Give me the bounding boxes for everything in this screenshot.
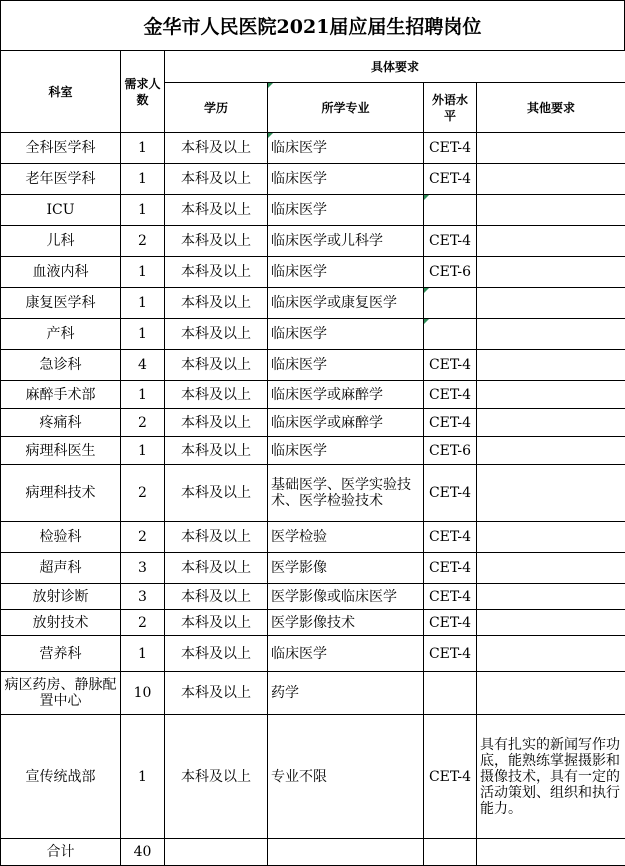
- major-cell: 医学影像技术: [268, 610, 424, 636]
- table-row: [1, 409, 625, 437]
- lang-cell: CET-4: [424, 553, 477, 584]
- total-label: 合计: [1, 839, 121, 866]
- other-cell: [477, 350, 625, 381]
- lang-cell: CET-4: [424, 133, 477, 164]
- edu-cell: 本科及以上: [165, 409, 268, 437]
- count-cell: 10: [121, 672, 165, 715]
- dept-cell: 检验科: [1, 522, 121, 553]
- other-cell: [477, 522, 625, 553]
- edu-cell: 本科及以上: [165, 195, 268, 226]
- table-row: [1, 672, 625, 715]
- major-cell: 医学检验: [268, 522, 424, 553]
- header-edu: 学历: [165, 83, 268, 133]
- dept-cell: 康复医学科: [1, 288, 121, 319]
- lang-cell: [424, 319, 477, 350]
- edu-cell: 本科及以上: [165, 715, 268, 839]
- edu-cell: 本科及以上: [165, 226, 268, 257]
- major-cell: 临床医学: [268, 636, 424, 672]
- table-row: [1, 350, 625, 381]
- dept-cell: 产科: [1, 319, 121, 350]
- edu-cell: 本科及以上: [165, 610, 268, 636]
- other-cell: 具有扎实的新闻写作功底，能熟练掌握摄影和摄像技术，具有一定的活动策划、组织和执行能力。: [477, 715, 625, 839]
- count-cell: 1: [121, 636, 165, 672]
- count-cell: 1: [121, 381, 165, 409]
- dept-cell: 放射诊断: [1, 584, 121, 610]
- total-empty: [424, 839, 477, 866]
- table-row: [1, 195, 625, 226]
- edu-cell: 本科及以上: [165, 288, 268, 319]
- table-row: [1, 610, 625, 636]
- count-cell: 1: [121, 195, 165, 226]
- total-empty: [268, 839, 424, 866]
- lang-cell: CET-4: [424, 226, 477, 257]
- table-row: [1, 319, 625, 350]
- table-row: [1, 636, 625, 672]
- other-cell: [477, 195, 625, 226]
- count-cell: 1: [121, 715, 165, 839]
- other-cell: [477, 610, 625, 636]
- dept-cell: 全科医学科: [1, 133, 121, 164]
- count-cell: 2: [121, 465, 165, 522]
- other-cell: [477, 319, 625, 350]
- major-cell: 临床医学或康复医学: [268, 288, 424, 319]
- major-cell: 医学影像: [268, 553, 424, 584]
- count-cell: 1: [121, 164, 165, 195]
- lang-cell: CET-4: [424, 522, 477, 553]
- dept-cell: 急诊科: [1, 350, 121, 381]
- total-empty: [165, 839, 268, 866]
- major-cell: 临床医学: [268, 164, 424, 195]
- major-cell: 临床医学: [268, 437, 424, 465]
- major-cell: 临床医学: [268, 350, 424, 381]
- major-cell: 临床医学: [268, 257, 424, 288]
- edu-cell: 本科及以上: [165, 350, 268, 381]
- count-cell: 1: [121, 437, 165, 465]
- edu-cell: 本科及以上: [165, 257, 268, 288]
- lang-cell: CET-6: [424, 437, 477, 465]
- header-dept: 科室: [1, 51, 121, 133]
- other-cell: [477, 584, 625, 610]
- edu-cell: 本科及以上: [165, 636, 268, 672]
- edu-cell: 本科及以上: [165, 437, 268, 465]
- count-cell: 2: [121, 226, 165, 257]
- edu-cell: 本科及以上: [165, 133, 268, 164]
- table-row: [1, 381, 625, 409]
- major-cell: 临床医学或麻醉学: [268, 409, 424, 437]
- dept-cell: 血液内科: [1, 257, 121, 288]
- lang-cell: [424, 672, 477, 715]
- major-cell: 临床医学或儿科学: [268, 226, 424, 257]
- lang-cell: CET-4: [424, 381, 477, 409]
- dept-cell: 病理科医生: [1, 437, 121, 465]
- table-row: [1, 553, 625, 584]
- major-cell: 临床医学: [268, 195, 424, 226]
- other-cell: [477, 437, 625, 465]
- major-cell: 临床医学: [268, 319, 424, 350]
- table-row: [1, 584, 625, 610]
- other-cell: [477, 672, 625, 715]
- header-major: 所学专业: [268, 83, 424, 133]
- other-cell: [477, 636, 625, 672]
- count-cell: 3: [121, 584, 165, 610]
- major-cell: 基础医学、医学实验技术、医学检验技术: [268, 465, 424, 522]
- other-cell: [477, 133, 625, 164]
- page-title: 金华市人民医院2021届应届生招聘岗位: [0, 0, 625, 50]
- lang-cell: CET-4: [424, 164, 477, 195]
- count-cell: 4: [121, 350, 165, 381]
- edu-cell: 本科及以上: [165, 522, 268, 553]
- count-cell: 2: [121, 522, 165, 553]
- dept-cell: 病理科技术: [1, 465, 121, 522]
- total-empty: [477, 839, 625, 866]
- other-cell: [477, 381, 625, 409]
- edu-cell: 本科及以上: [165, 319, 268, 350]
- count-cell: 3: [121, 553, 165, 584]
- table-row: [1, 465, 625, 522]
- table-row: [1, 257, 625, 288]
- dept-cell: 宣传统战部: [1, 715, 121, 839]
- lang-cell: CET-4: [424, 465, 477, 522]
- table-row: [1, 164, 625, 195]
- dept-cell: 放射技术: [1, 610, 121, 636]
- dept-cell: ICU: [1, 195, 121, 226]
- lang-cell: CET-4: [424, 409, 477, 437]
- count-cell: 2: [121, 610, 165, 636]
- dept-cell: 儿科: [1, 226, 121, 257]
- header-count: 需求人数: [121, 51, 165, 133]
- count-cell: 2: [121, 409, 165, 437]
- edu-cell: 本科及以上: [165, 164, 268, 195]
- total-count: 40: [121, 839, 165, 866]
- dept-cell: 病区药房、静脉配置中心: [1, 672, 121, 715]
- edu-cell: 本科及以上: [165, 672, 268, 715]
- table-row: [1, 522, 625, 553]
- major-cell: 医学影像或临床医学: [268, 584, 424, 610]
- recruitment-table: [0, 50, 625, 866]
- other-cell: [477, 288, 625, 319]
- lang-cell: [424, 195, 477, 226]
- lang-cell: CET-4: [424, 636, 477, 672]
- table-row: [1, 288, 625, 319]
- lang-cell: CET-4: [424, 350, 477, 381]
- lang-cell: CET-4: [424, 584, 477, 610]
- dept-cell: 疼痛科: [1, 409, 121, 437]
- major-cell: 临床医学: [268, 133, 424, 164]
- lang-cell: CET-4: [424, 715, 477, 839]
- other-cell: [477, 409, 625, 437]
- dept-cell: 营养科: [1, 636, 121, 672]
- header-other: 其他要求: [477, 83, 625, 133]
- count-cell: 1: [121, 288, 165, 319]
- header-lang: 外语水平: [424, 83, 477, 133]
- count-cell: 1: [121, 319, 165, 350]
- other-cell: [477, 226, 625, 257]
- table-row: [1, 133, 625, 164]
- edu-cell: 本科及以上: [165, 465, 268, 522]
- count-cell: 1: [121, 133, 165, 164]
- other-cell: [477, 553, 625, 584]
- count-cell: 1: [121, 257, 165, 288]
- dept-cell: 超声科: [1, 553, 121, 584]
- lang-cell: [424, 288, 477, 319]
- table-row: [1, 437, 625, 465]
- lang-cell: CET-4: [424, 610, 477, 636]
- major-cell: 专业不限: [268, 715, 424, 839]
- edu-cell: 本科及以上: [165, 381, 268, 409]
- dept-cell: 麻醉手术部: [1, 381, 121, 409]
- edu-cell: 本科及以上: [165, 584, 268, 610]
- table-row: [1, 226, 625, 257]
- header-group: 具体要求: [165, 51, 625, 83]
- table-row: [1, 715, 625, 839]
- edu-cell: 本科及以上: [165, 553, 268, 584]
- lang-cell: CET-6: [424, 257, 477, 288]
- other-cell: [477, 164, 625, 195]
- other-cell: [477, 465, 625, 522]
- major-cell: 临床医学或麻醉学: [268, 381, 424, 409]
- other-cell: [477, 257, 625, 288]
- dept-cell: 老年医学科: [1, 164, 121, 195]
- major-cell: 药学: [268, 672, 424, 715]
